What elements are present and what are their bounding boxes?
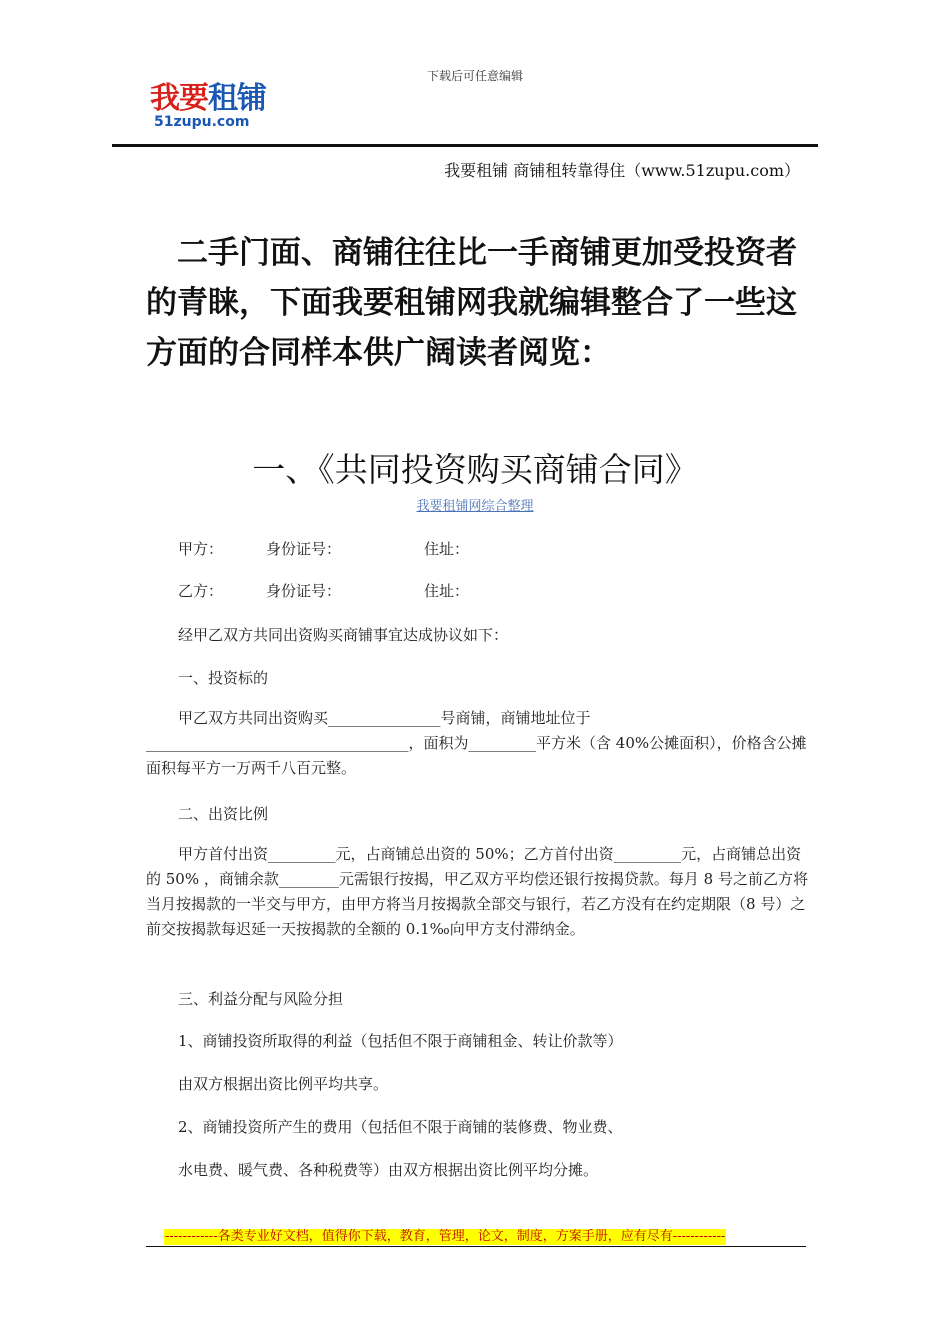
footer-banner: ------------各类专业好文档，值得你下载，教育，管理，论文，制度，方案手册，应有尽有------------ [165, 1229, 726, 1244]
party-b-id-label: 身份证号： [266, 582, 342, 600]
logo-text-blue: 租铺 [208, 81, 266, 116]
section-3-heading: 三、利益分配与风险分担 [178, 990, 344, 1008]
party-a-row [178, 538, 470, 559]
contract-title: 一、《共同投资购买商铺合同》 [252, 450, 698, 489]
party-b-label: 乙方： [178, 582, 224, 600]
section-1-body: 甲乙双方共同出资购买_______________号商铺，商铺地址位于___________________________________，面积为_________平方米（含 40%公摊面积），价格含公摊面积每平方一万两千八百元整。 [146, 709, 807, 777]
logo-text-red: 我要 [150, 81, 208, 116]
party-a-address-label: 住址： [424, 540, 470, 558]
header-divider [112, 144, 818, 147]
logo-wordmark [150, 82, 280, 116]
agreement-statement: 经甲乙双方共同出资购买商铺事宜达成协议如下： [178, 626, 509, 644]
section-3-item-2-cont: 水电费、暖气费、各种税费等）由双方根据出资比例平均分摊。 [178, 1161, 599, 1179]
site-logo[interactable] [150, 82, 280, 138]
party-a-id-label: 身份证号： [266, 540, 342, 558]
section-1-heading: 一、投资标的 [178, 669, 269, 687]
section-3-item-1: 1、商铺投资所取得的利益（包括但不限于商铺租金、转让价款等） [178, 1032, 623, 1050]
source-link[interactable]: 我要租铺网综合整理 [416, 499, 534, 514]
section-2-body: 甲方首付出资_________元，占商铺总出资的 50%；乙方首付出资_________元，占商铺总出资的 50% ，商铺余款________元需银行按揭，甲乙双方平均偿还银行按揭贷款。每月 8 号之前乙方将当月按揭款的一半交与甲方，由甲方将当月按揭款全部交与银行，若乙方没有在约定期限（8 号）之前交按揭款每迟延一天按揭款的全额的 0.1‰向甲方支付滞纳金。 [146, 845, 808, 938]
party-a-label: 甲方： [178, 540, 224, 558]
intro-paragraph: 二手门面、商铺往往比一手商铺更加受投资者的青睐，下面我要租铺网我就编辑整合了一些这方面的合同样本供广阔读者阅览： [146, 235, 797, 371]
section-3-item-2: 2、商铺投资所产生的费用（包括但不限于商铺的装修费、物业费、 [178, 1118, 623, 1136]
section-2-heading: 二、出资比例 [178, 805, 269, 823]
party-b-address-label: 住址： [424, 582, 470, 600]
footer-divider [146, 1246, 806, 1247]
section-3-item-1-cont: 由双方根据出资比例平均共享。 [178, 1075, 389, 1093]
party-b-row [178, 580, 470, 601]
logo-domain: 51zupu.com [154, 114, 250, 130]
top-note: 下载后可任意编辑 [426, 69, 523, 83]
header-tagline: 我要租铺 商铺租转靠得住（www.51zupu.com） [444, 161, 800, 180]
